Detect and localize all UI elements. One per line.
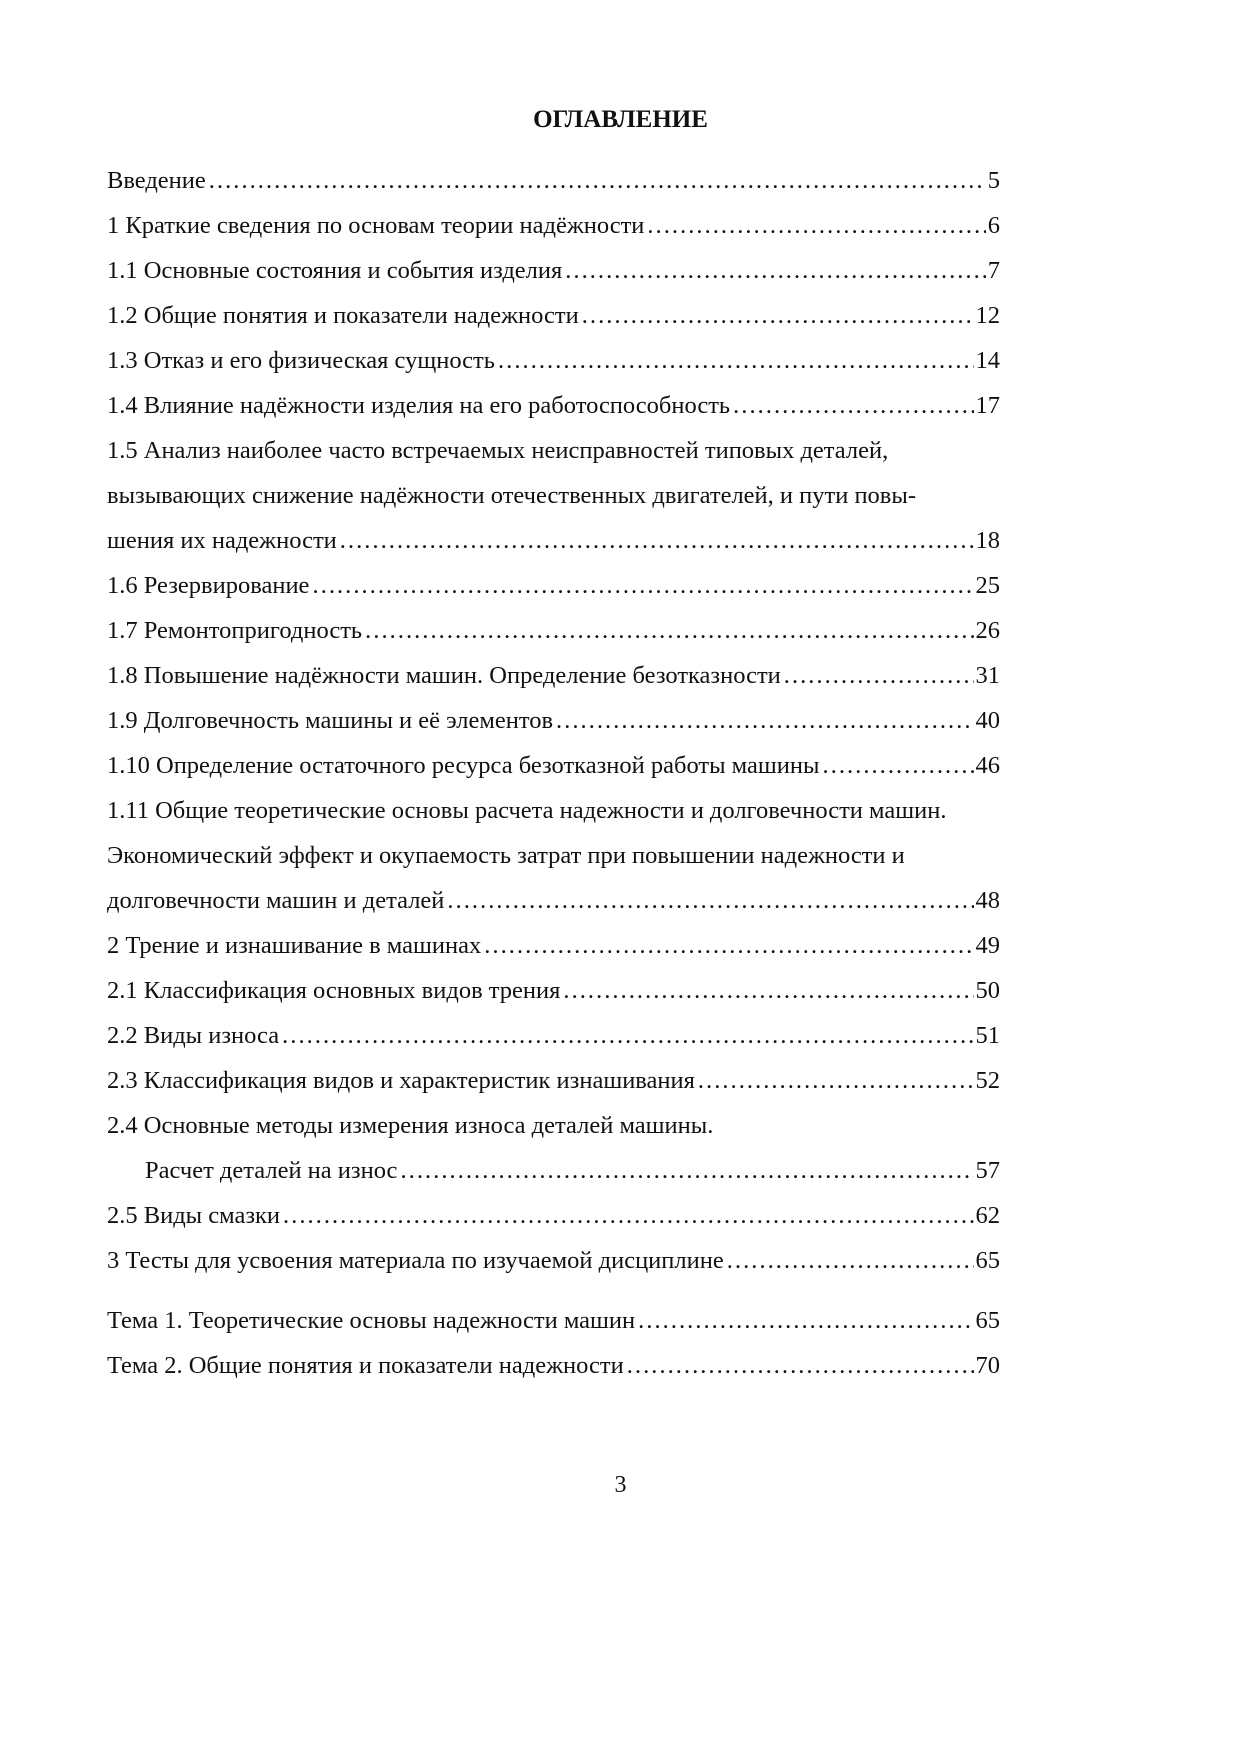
toc-entry [107, 343, 1000, 388]
toc-entry-page: 25 [974, 568, 1001, 613]
toc-entry-page: 65 [974, 1303, 1001, 1348]
toc-entry-title: 1 Краткие сведения по основам теории надёжности [107, 212, 645, 239]
toc-entry [107, 1108, 1000, 1153]
dot-leader [279, 1018, 973, 1063]
dot-leader [397, 1153, 973, 1198]
dot-leader [579, 298, 974, 343]
toc-entry-page: 7 [986, 253, 1000, 298]
toc-entry-page: 65 [974, 1243, 1001, 1288]
toc-entry [107, 658, 1000, 703]
toc-entry-title: 3 Тесты для усвоения материала по изучаемой дисциплине [107, 1247, 724, 1274]
dot-leader [362, 613, 973, 658]
toc-entry-title: шения их надежности [107, 527, 337, 554]
toc-entry-title: 2 Трение и изнашивание в машинах [107, 932, 482, 959]
toc-entry [107, 1348, 1000, 1393]
dot-leader [562, 253, 985, 298]
dot-leader [280, 1198, 973, 1243]
toc-entry-page: 5 [986, 163, 1000, 208]
dot-leader [495, 343, 974, 388]
toc-entry [107, 748, 1000, 793]
dot-leader [337, 523, 974, 568]
toc-entry-page: 50 [974, 973, 1001, 1018]
toc-entry-title: 1.7 Ремонтопригодность [107, 617, 363, 644]
toc-entry-page: 31 [974, 658, 1001, 703]
table-of-contents [107, 163, 1000, 1393]
toc-entry-page: 14 [974, 343, 1001, 388]
toc-entry-page: 57 [974, 1153, 1001, 1198]
toc-entry-title: 2.3 Классификация видов и характеристик изнашивания [107, 1067, 695, 1094]
toc-entry [107, 1063, 1000, 1108]
toc-entry [107, 298, 1000, 343]
toc-entry [107, 208, 1000, 253]
toc-entry-title: 1.11 Общие теоретические основы расчета надежности и долговечности машин. [107, 797, 947, 824]
toc-entry-title: 1.8 Повышение надёжности машин. Определение безотказности [107, 662, 781, 689]
toc-entry-page: 49 [974, 928, 1001, 973]
dot-leader [695, 1063, 974, 1108]
toc-entry-title: вызывающих снижение надёжности отечественных двигателей, и пути повы- [107, 482, 916, 509]
toc-entry-title: 2.5 Виды смазки [107, 1202, 281, 1229]
toc-entry-title: 1.2 Общие понятия и показатели надежности [107, 302, 579, 329]
page-title: ОГЛАВЛЕНИЕ [533, 106, 708, 133]
toc-entry-page: 40 [974, 703, 1001, 748]
toc-entry [107, 838, 1000, 883]
dot-leader [644, 208, 985, 253]
toc-entry-page: 51 [974, 1018, 1001, 1063]
toc-entry [107, 928, 1000, 973]
dot-leader [553, 703, 973, 748]
toc-entry [107, 793, 1000, 838]
toc-entry [107, 388, 1000, 433]
toc-entry-page: 62 [974, 1198, 1001, 1243]
dot-leader [724, 1243, 974, 1288]
toc-entry [107, 973, 1000, 1018]
toc-entry-title: 2.2 Виды износа [107, 1022, 280, 1049]
toc-entry-title: 1.10 Определение остаточного ресурса безотказной работы машины [107, 752, 820, 779]
toc-entry-page: 12 [974, 298, 1001, 343]
toc-entry [107, 163, 1000, 208]
dot-leader [819, 748, 973, 793]
dot-leader [635, 1303, 973, 1348]
dot-leader [730, 388, 973, 433]
dot-leader [481, 928, 973, 973]
dot-leader [781, 658, 974, 703]
toc-entry [107, 1243, 1000, 1288]
toc-entry-title: Введение [107, 167, 206, 194]
toc-entry [107, 1153, 1000, 1198]
toc-entry-title: Тема 1. Теоретические основы надежности машин [107, 1307, 636, 1334]
toc-entry-title: 1.1 Основные состояния и события изделия [107, 257, 563, 284]
toc-entry-title: 1.9 Долговечность машины и её элементов [107, 707, 554, 734]
toc-entry-page: 46 [974, 748, 1001, 793]
toc-entry-page: 70 [974, 1348, 1001, 1393]
dot-leader [624, 1348, 974, 1393]
toc-entry-title: 2.4 Основные методы измерения износа деталей машины. [107, 1112, 714, 1139]
toc-entry [107, 613, 1000, 658]
toc-entry-page: 17 [974, 388, 1001, 433]
toc-entry-title: Экономический эффект и окупаемость затрат при повышении надежности и [107, 842, 905, 869]
dot-leader [309, 568, 973, 613]
toc-entry [107, 478, 1000, 523]
toc-entry [107, 433, 1000, 478]
toc-entry-page: 26 [974, 613, 1001, 658]
toc-entry-title: 1.4 Влияние надёжности изделия на его работоспособность [107, 392, 731, 419]
toc-entry [107, 523, 1000, 568]
toc-entry [107, 1198, 1000, 1243]
toc-entry-page: 6 [986, 208, 1000, 253]
toc-entry-title: 1.6 Резервирование [107, 572, 310, 599]
toc-entry [107, 703, 1000, 748]
toc-entry-title: 2.1 Классификация основных видов трения [107, 977, 561, 1004]
dot-leader [206, 163, 986, 208]
toc-entry-page: 18 [974, 523, 1001, 568]
dot-leader [560, 973, 973, 1018]
toc-entry [107, 883, 1000, 928]
toc-entry-title: 1.5 Анализ наиболее часто встречаемых неисправностей типовых деталей, [107, 437, 889, 464]
toc-entry [107, 568, 1000, 613]
toc-entry-title: долговечности машин и деталей [107, 887, 445, 914]
toc-entry-page: 52 [974, 1063, 1001, 1108]
toc-entry [107, 1018, 1000, 1063]
toc-entry [107, 1303, 1000, 1348]
page-number: 3 [614, 1472, 627, 1498]
toc-entry-title: 1.3 Отказ и его физическая сущность [107, 347, 495, 374]
toc-entry [107, 253, 1000, 298]
toc-entry-page: 48 [974, 883, 1001, 928]
toc-entry-title: Тема 2. Общие понятия и показатели надежности [107, 1352, 624, 1379]
toc-entry-title: Расчет деталей на износ [145, 1157, 398, 1184]
dot-leader [444, 883, 973, 928]
